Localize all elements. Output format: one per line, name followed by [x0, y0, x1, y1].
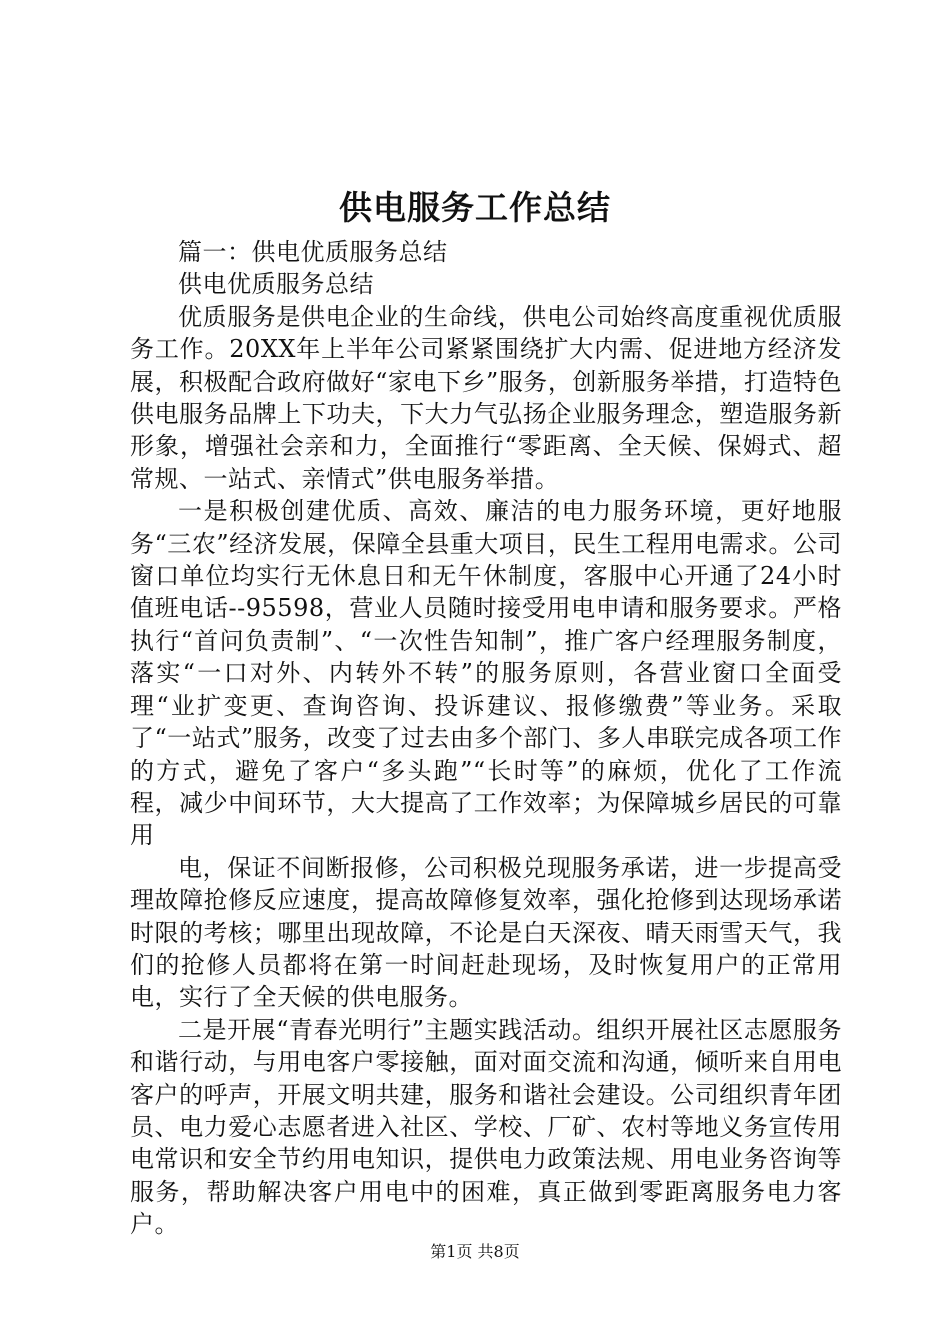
document-title: 供电服务工作总结 — [339, 188, 611, 227]
body-paragraph: 一是积极创建优质、高效、廉洁的电力服务环境，更好地服务“三农”经济发展，保障全县重大项目，民生工程用电需求。公司窗口单位均实行无休息日和无午休制度，客服中心开通了24小时值班电话--95598，营业人员随时接受用电申请和服务要求。严格执行“首问负责制”、“一次性告知制”，推广客户经理服务制度，落实“一口对外、内转外不转”的服务原则，各营业窗口全面受理“业扩变更、查询咨询、投诉建议、报修缴费”等业务。采取了“一站式”服务，改变了过去由多个部门、多人串联完成各项工作的方式，避免了客户“多头跑”“长时等”的麻烦，优化了工作流程，减少中间环节，大大提高了工作效率；为保障城乡居民的可靠用 — [130, 497, 842, 850]
body-paragraph: 二是开展“青春光明行”主题实践活动。组织开展社区志愿服务和谐行动，与用电客户零接触，面对面交流和沟通，倾听来自用电客户的呼声，开展文明共建，服务和谐社会建设。公司组织青年团员、电力爱心志愿者进入社区、学校、厂矿、农村等地义务宣传用电常识和安全节约用电知识，提供电力政策法规、用电业务咨询等服务，帮助解决客户用电中的困难，真正做到零距离服务电力客户。 — [130, 1015, 842, 1239]
document-body — [130, 236, 842, 1241]
body-paragraph: 优质服务是供电企业的生命线，供电公司始终高度重视优质服务工作。20XX年上半年公司紧紧围绕扩大内需、促进地方经济发展，积极配合政府做好“家电下乡”服务，创新服务举措，打造特色供电服务品牌上下功夫，下大力气弘扬企业服务理念，塑造服务新形象，增强社会亲和力，全面推行“零距离、全天候、保姆式、超常规、一站式、亲情式”供电服务举措。 — [130, 302, 842, 493]
page-number: 第1页 共8页 — [430, 1242, 520, 1261]
section-subheading: 供电优质服务总结 — [178, 270, 374, 299]
body-paragraph: 电，保证不间断报修，公司积极兑现服务承诺，进一步提高受理故障抢修反应速度，提高故障修复效率，强化抢修到达现场承诺时限的考核；哪里出现故障，不论是白天深夜、晴天雨雪天气，我们的抢修人员都将在第一时间赶赴现场，及时恢复用户的正常用电，实行了全天候的供电服务。 — [130, 853, 842, 1012]
section-heading: 篇一：供电优质服务总结 — [178, 238, 448, 266]
